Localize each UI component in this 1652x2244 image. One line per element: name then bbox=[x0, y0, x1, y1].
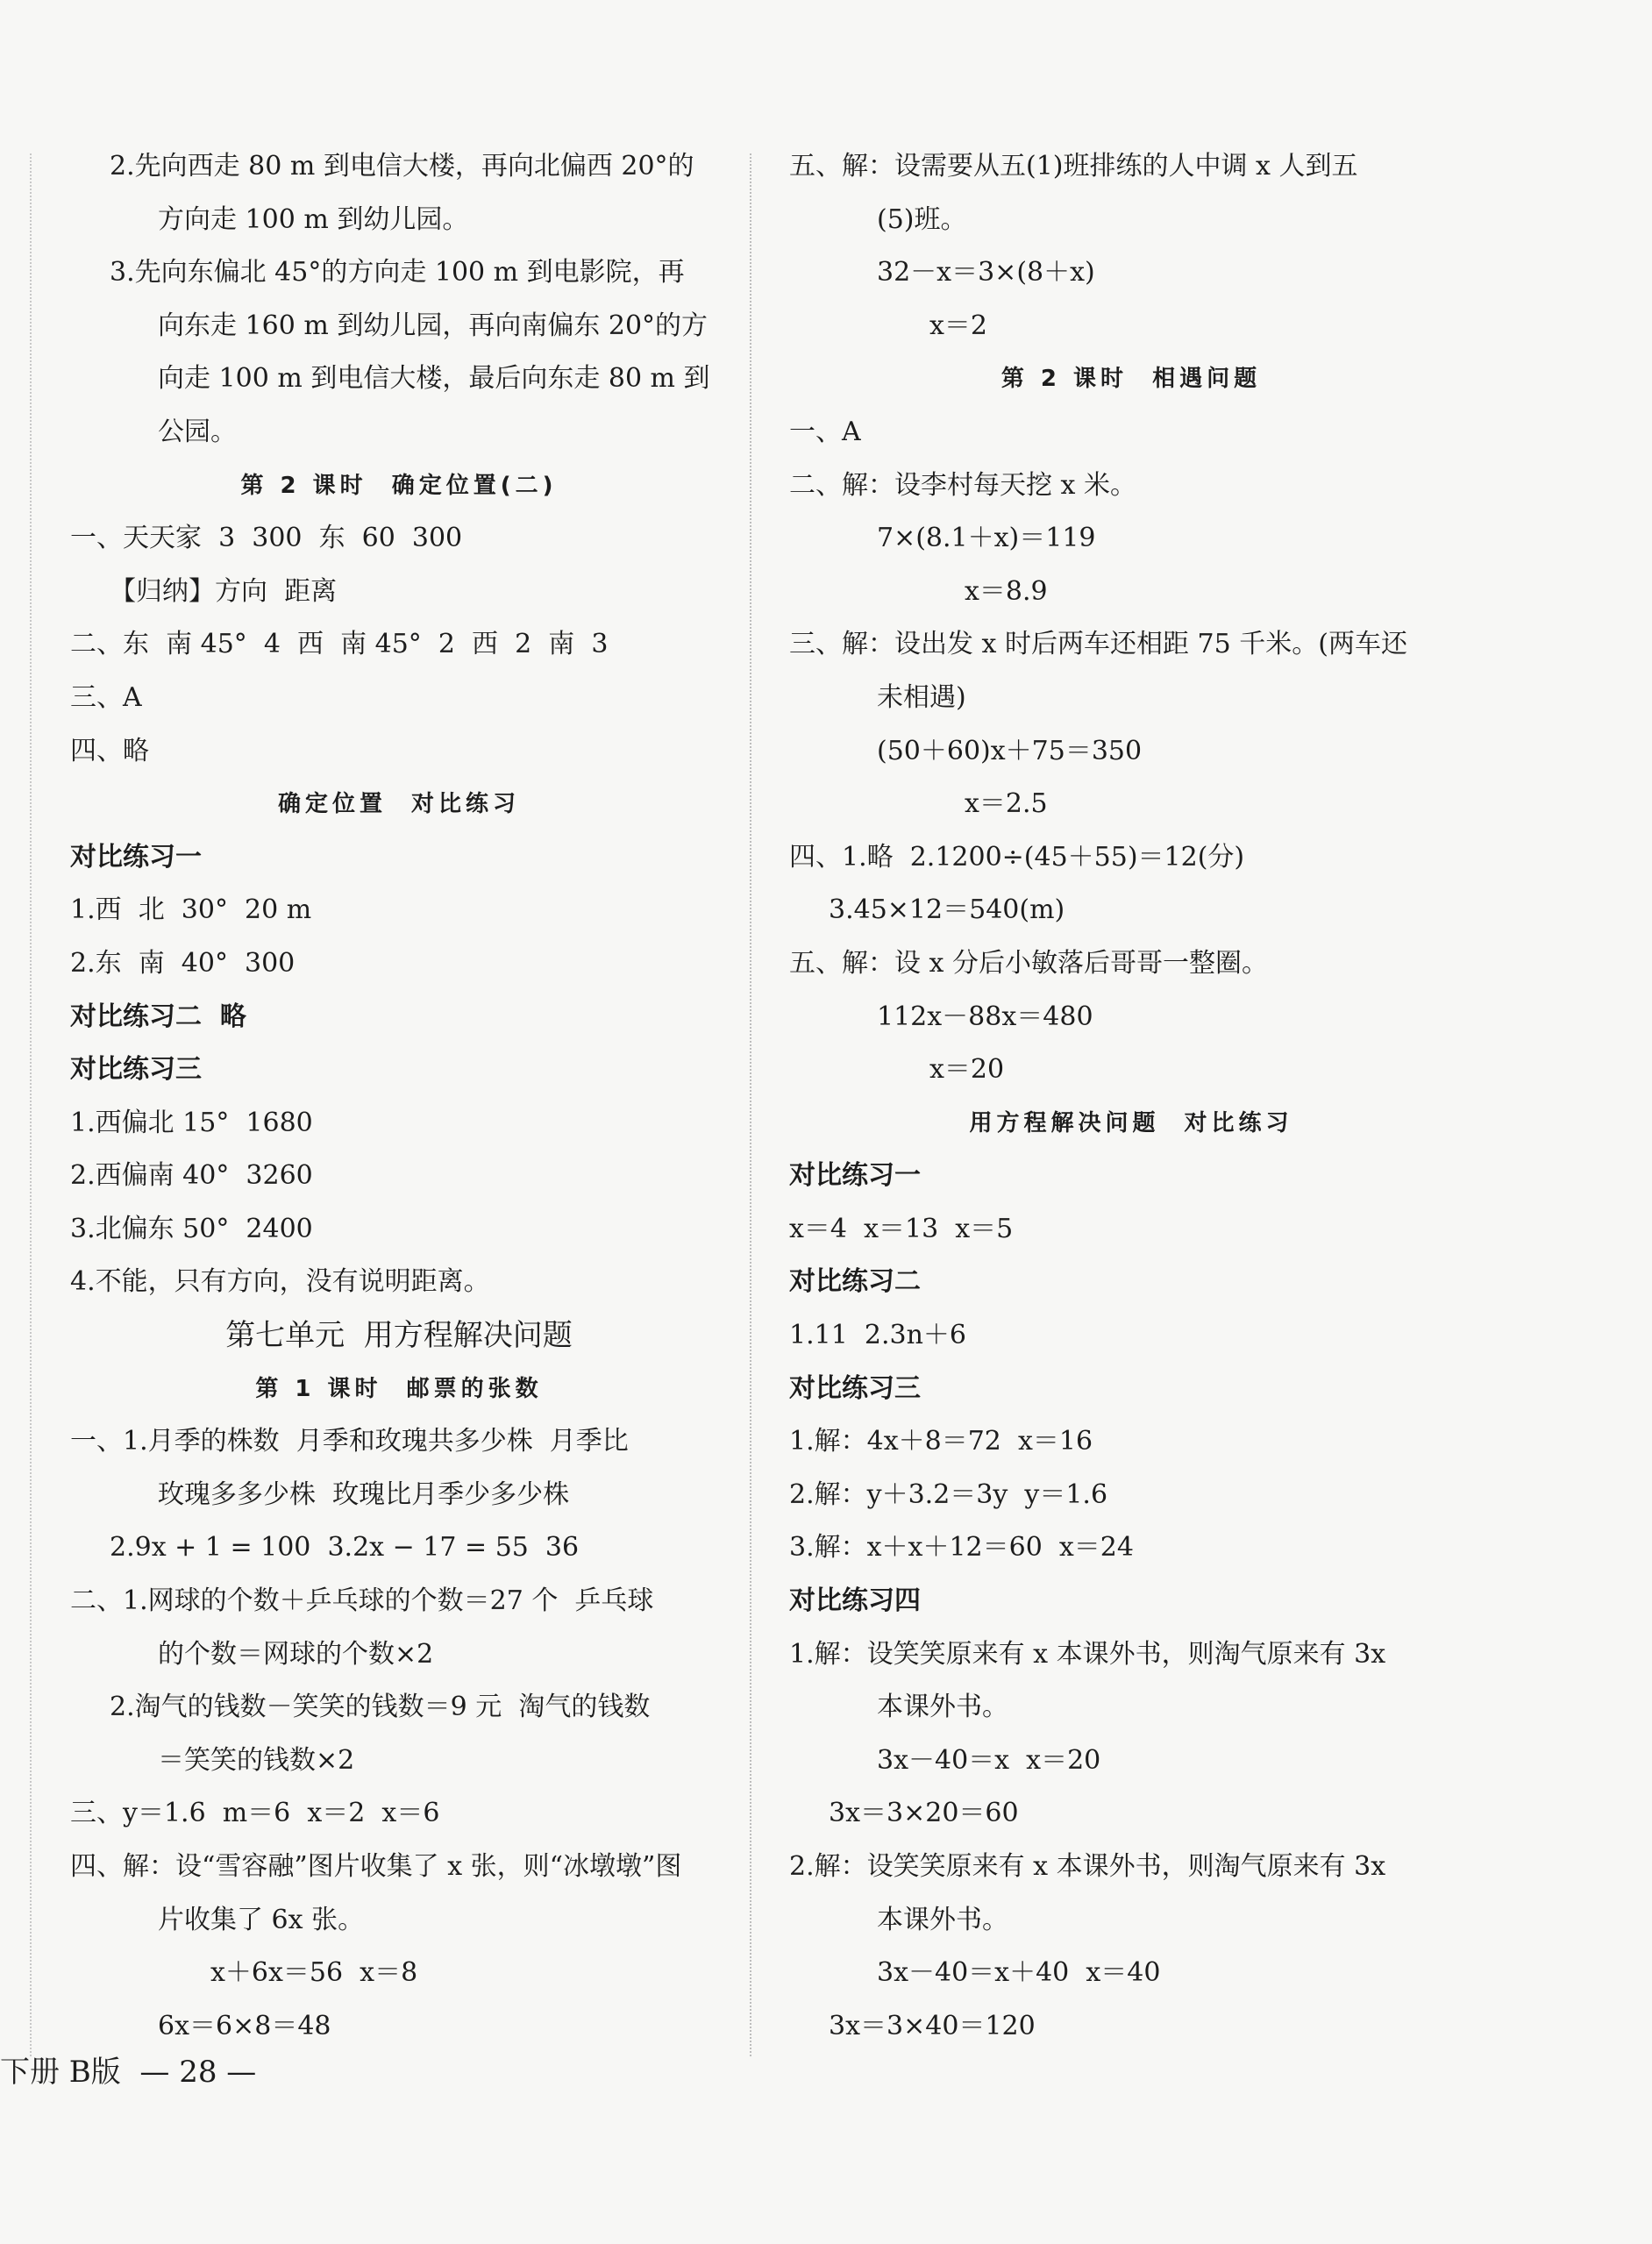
right-line: x＝4 x＝13 x＝5 bbox=[789, 1213, 1014, 1244]
right-line: 用方程解决问题 对比练习 bbox=[969, 1109, 1293, 1136]
right-line: 未相遇) bbox=[877, 681, 966, 713]
left-line: 1.西偏北 15° 1680 bbox=[70, 1107, 313, 1138]
right-line: x＝20 bbox=[929, 1054, 1005, 1086]
right-line: x＝8.9 bbox=[965, 575, 1048, 607]
left-line: 片收集了 6x 张。 bbox=[158, 1904, 365, 1935]
right-line: 1.解：4x＋8＝72 x＝16 bbox=[789, 1426, 1093, 1457]
right-line: 2.解：y＋3.2＝3y y＝1.6 bbox=[789, 1478, 1108, 1510]
page-footer: 下册 B版 — 28 — bbox=[0, 2055, 257, 2090]
left-line: 确定位置 对比练习 bbox=[277, 791, 521, 818]
page-edge-rule bbox=[30, 153, 32, 2056]
right-line: (50＋60)x＋75＝350 bbox=[877, 735, 1143, 766]
left-line: 4.不能，只有方向，没有说明距离。 bbox=[70, 1266, 490, 1298]
left-line: 向东走 160 m 到幼儿园，再向南偏东 20°的方 bbox=[158, 310, 709, 341]
right-line: 2.解：设笑笑原来有 x 本课外书，则淘气原来有 3x bbox=[789, 1851, 1386, 1882]
left-line: 四、解：设“雪容融”图片收集了 x 张，则“冰墩墩”图 bbox=[70, 1851, 682, 1882]
right-line: 1.11 2.3n＋6 bbox=[789, 1320, 966, 1351]
right-line: 3x＝3×40＝120 bbox=[829, 2010, 1036, 2041]
left-line: 1.西 北 30° 20 m bbox=[70, 894, 312, 926]
left-line: 的个数＝网球的个数×2 bbox=[158, 1638, 434, 1670]
left-line: 2.9x + 1 = 100 3.2x − 17 = 55 36 bbox=[110, 1532, 580, 1564]
left-line: 第 2 课时 确定位置(二) bbox=[240, 472, 558, 499]
left-line: 6x＝6×8＝48 bbox=[158, 2010, 331, 2041]
column-divider bbox=[750, 153, 751, 2056]
right-line: 三、解：设出发 x 时后两车还相距 75 千米。(两车还 bbox=[789, 629, 1407, 660]
right-line: 对比练习四 bbox=[789, 1585, 921, 1617]
right-line: 7×(8.1＋x)＝119 bbox=[877, 523, 1096, 554]
left-line: 2.淘气的钱数－笑笑的钱数＝9 元 淘气的钱数 bbox=[110, 1692, 651, 1723]
left-line: 三、y＝1.6 m＝6 x＝2 x＝6 bbox=[70, 1798, 440, 1829]
left-line: 四、略 bbox=[70, 735, 149, 766]
left-line: 2.西偏南 40° 3260 bbox=[70, 1160, 313, 1192]
right-line: 32－x＝3×(8＋x) bbox=[877, 257, 1095, 289]
right-line: 3.45×12＝540(m) bbox=[829, 894, 1065, 926]
right-line: 本课外书。 bbox=[877, 1904, 1008, 1935]
left-column bbox=[70, 140, 728, 2053]
right-line: 3x－40＝x＋40 x＝40 bbox=[877, 1957, 1161, 1989]
right-line: 3x－40＝x x＝20 bbox=[877, 1744, 1101, 1776]
right-line: 二、解：设李村每天挖 x 米。 bbox=[789, 469, 1136, 501]
left-line: ＝笑笑的钱数×2 bbox=[158, 1744, 355, 1776]
right-line: 对比练习三 bbox=[789, 1372, 921, 1404]
left-line: 二、东 南 45° 4 西 南 45° 2 西 2 南 3 bbox=[70, 629, 609, 660]
right-line: 第 2 课时 相遇问题 bbox=[1000, 366, 1262, 393]
left-line: 对比练习三 bbox=[70, 1054, 202, 1086]
right-line: 五、解：设需要从五(1)班排练的人中调 x 人到五 bbox=[789, 151, 1358, 182]
left-line: 对比练习一 bbox=[70, 841, 202, 873]
left-line: 对比练习二 略 bbox=[70, 1001, 246, 1032]
left-line: x＋6x＝56 x＝8 bbox=[210, 1957, 418, 1989]
left-line: 第 1 课时 邮票的张数 bbox=[255, 1375, 543, 1402]
right-line: 四、1.略 2.1200÷(45＋55)＝12(分) bbox=[789, 841, 1245, 873]
right-column bbox=[789, 140, 1473, 2053]
left-line: 向走 100 m 到电信大楼，最后向东走 80 m 到 bbox=[158, 363, 710, 395]
right-line: 3x＝3×20＝60 bbox=[829, 1798, 1019, 1829]
left-line: 【归纳】方向 距离 bbox=[110, 575, 338, 607]
left-line: 2.东 南 40° 300 bbox=[70, 947, 296, 979]
left-line: 二、1.网球的个数＋乒乓球的个数＝27 个 乒乓球 bbox=[70, 1585, 654, 1617]
left-line: 3.先向东偏北 45°的方向走 100 m 到电影院，再 bbox=[110, 257, 685, 289]
right-line: 3.解：x＋x＋12＝60 x＝24 bbox=[789, 1532, 1134, 1564]
right-line: 对比练习一 bbox=[789, 1160, 921, 1192]
right-line: 五、解：设 x 分后小敏落后哥哥一整圈。 bbox=[789, 947, 1268, 979]
left-line: 一、1.月季的株数 月季和玫瑰共多少株 月季比 bbox=[70, 1426, 629, 1457]
right-line: 本课外书。 bbox=[877, 1692, 1008, 1723]
left-line: 3.北偏东 50° 2400 bbox=[70, 1213, 313, 1244]
right-line: (5)班。 bbox=[877, 203, 967, 235]
left-line: 公园。 bbox=[158, 416, 237, 447]
left-line: 三、A bbox=[70, 681, 142, 713]
right-line: x＝2 bbox=[929, 310, 988, 341]
left-line: 方向走 100 m 到幼儿园。 bbox=[158, 203, 469, 235]
right-line: 对比练习二 bbox=[789, 1266, 921, 1298]
right-line: 1.解：设笑笑原来有 x 本课外书，则淘气原来有 3x bbox=[789, 1638, 1386, 1670]
left-line: 一、天天家 3 300 东 60 300 bbox=[70, 523, 463, 554]
right-line: 112x－88x＝480 bbox=[877, 1001, 1093, 1032]
left-line: 2.先向西走 80 m 到电信大楼，再向北偏西 20°的 bbox=[110, 151, 694, 182]
left-line: 第七单元 用方程解决问题 bbox=[225, 1318, 573, 1354]
right-line: x＝2.5 bbox=[965, 788, 1048, 820]
left-line: 玫瑰多多少株 玫瑰比月季少多少株 bbox=[158, 1478, 570, 1510]
right-line: 一、A bbox=[789, 416, 861, 447]
